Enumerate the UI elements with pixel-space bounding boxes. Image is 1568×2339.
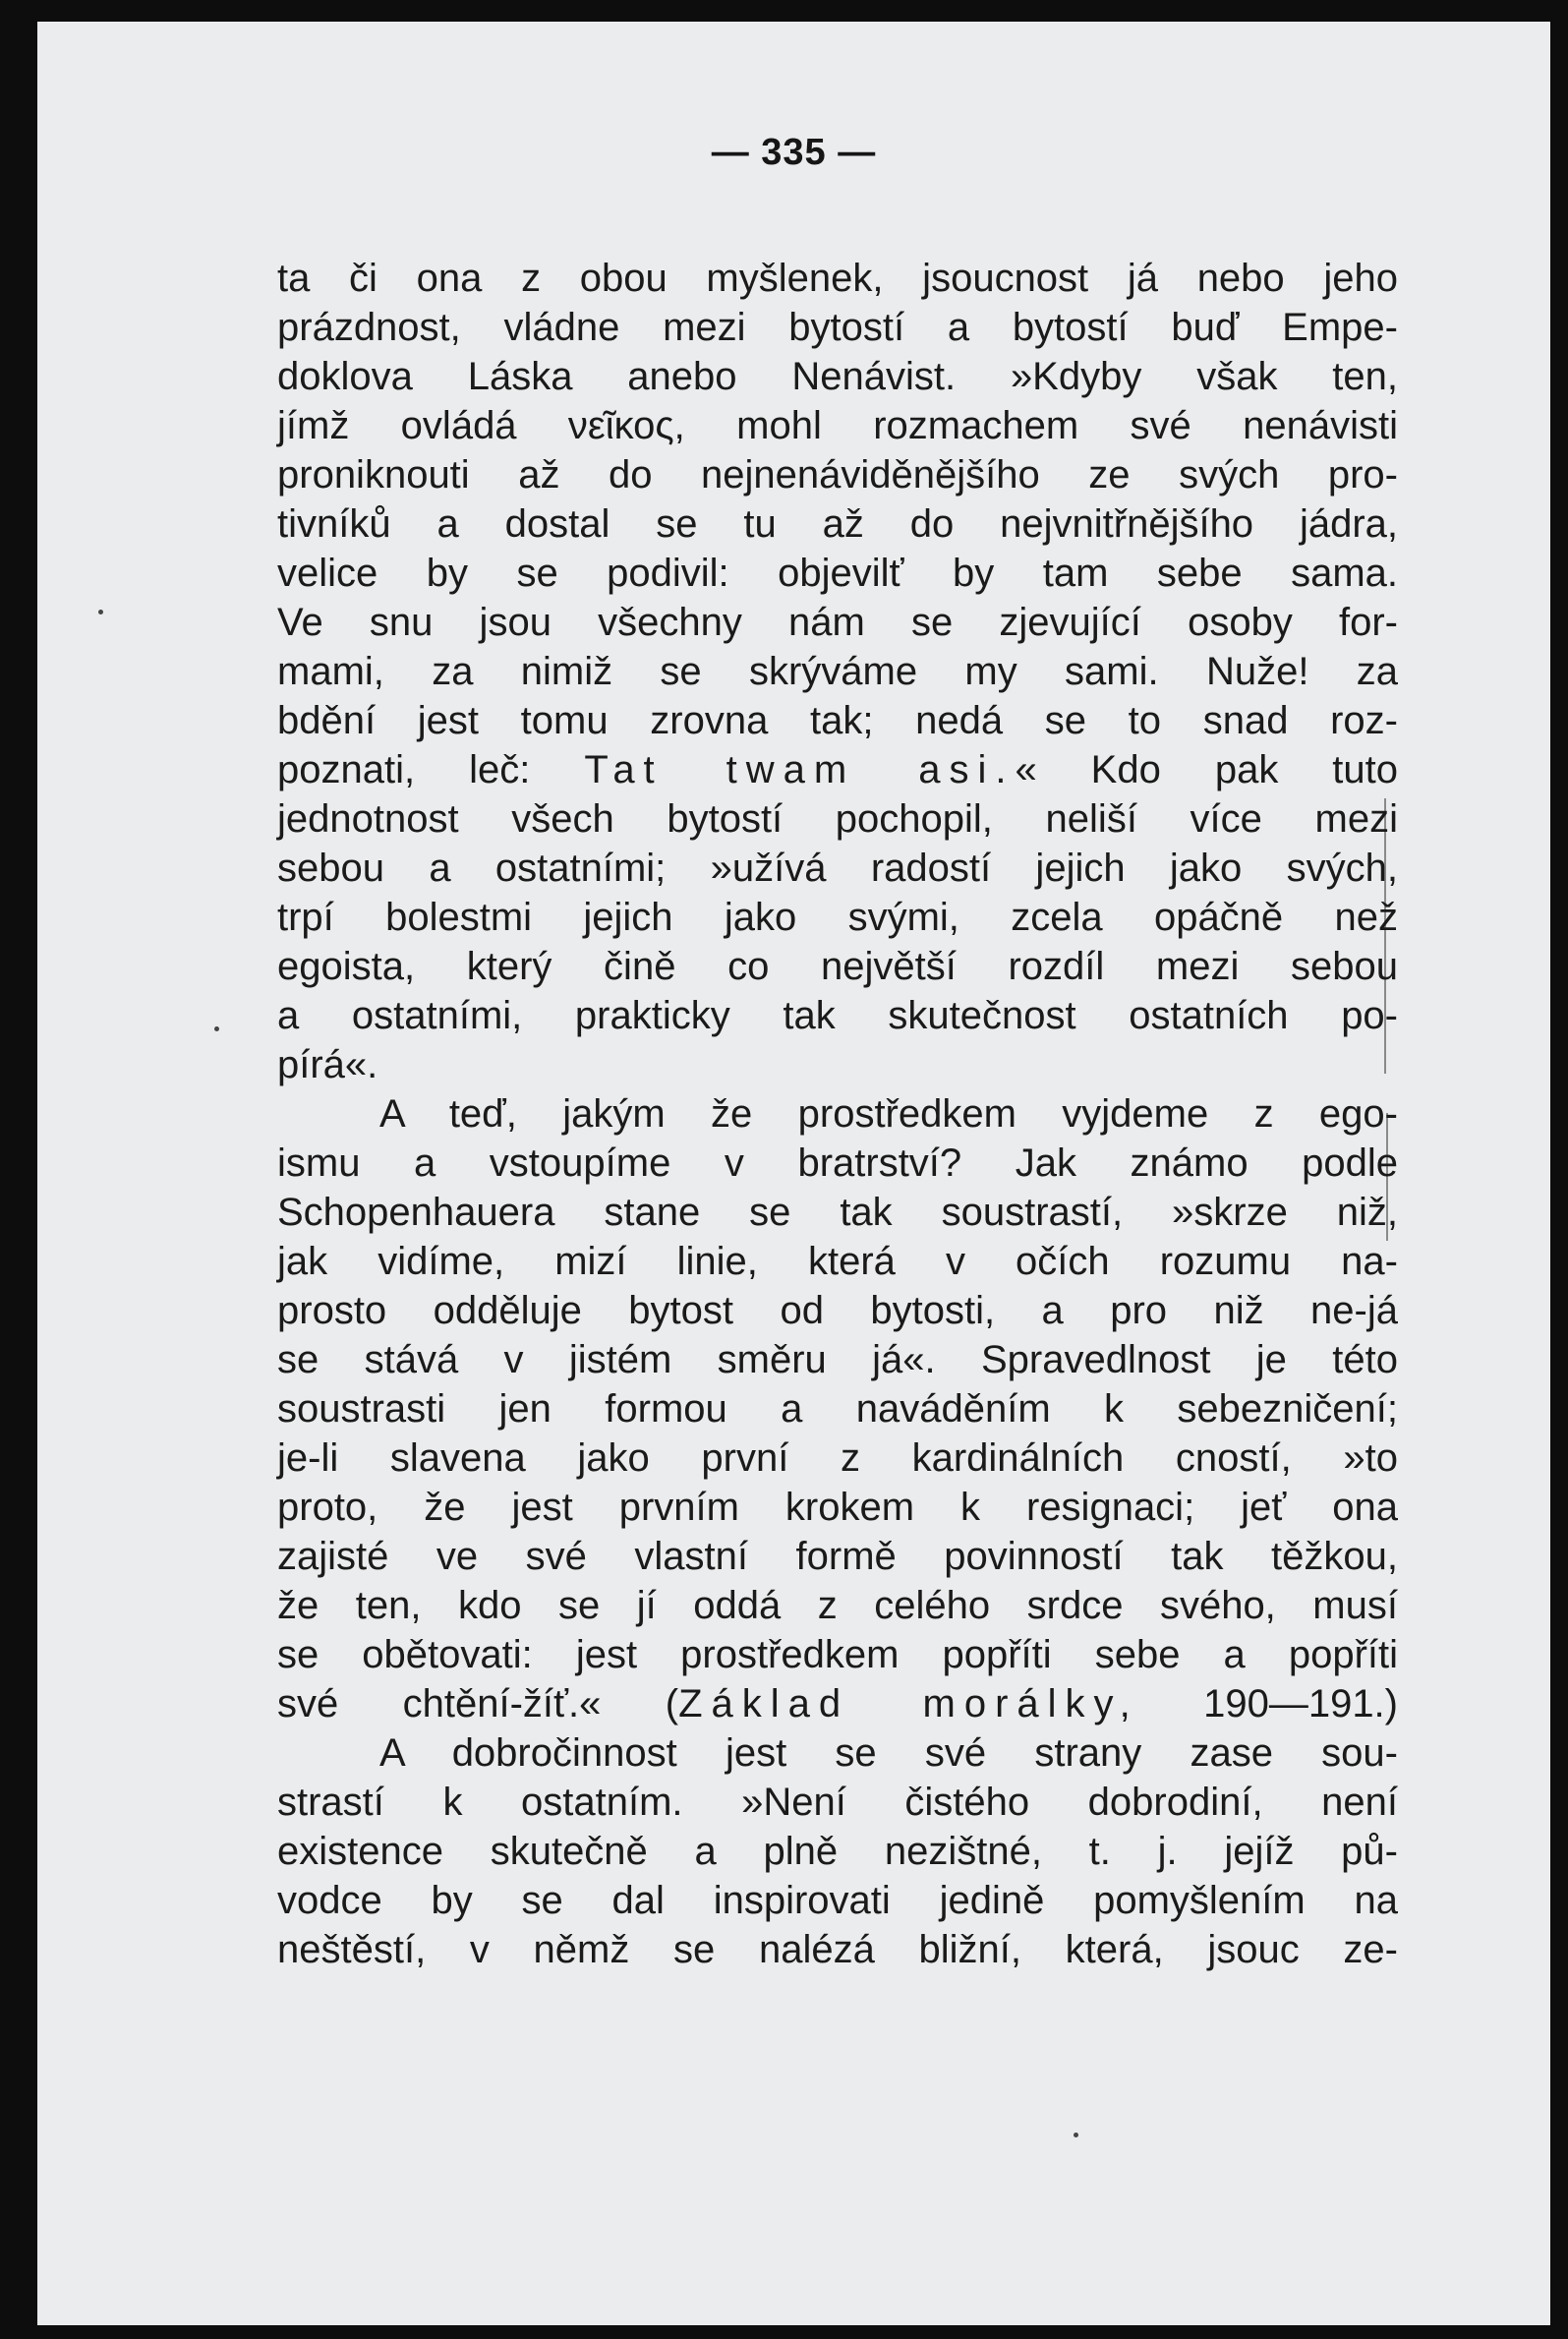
scan-border-left [0, 0, 37, 2339]
text-line: se stává v jistém směru já«. Spravedlnost je této [277, 1338, 1398, 1381]
text-line: soustrasti jen formou a naváděním k sebezničení; [277, 1387, 1398, 1431]
text-line: ismu a vstoupíme v bratrství? Jak známo podle [277, 1141, 1398, 1185]
text-line: je-li slavena jako první z kardinálních cností, »to [277, 1436, 1398, 1480]
scan-border-bottom [0, 2325, 1568, 2339]
citation-pages: 190—191.) [1138, 1682, 1398, 1725]
text-line: bdění jest tomu zrovna tak; nedá se to snad roz- [277, 699, 1398, 742]
text-line: prázdnost, vládne mezi bytostí a bytostí buď Empe- [277, 306, 1398, 349]
paragraph-start: A teď, jakým že prostředkem vyjdeme z ego- [379, 1092, 1398, 1136]
text-fragment: své chtění-žíť.« ( [277, 1682, 679, 1725]
book-title: Základ morálky, [678, 1682, 1139, 1725]
text-line: jak vidíme, mizí linie, která v očích rozumu na- [277, 1240, 1398, 1283]
page-number: — 335 — [711, 132, 877, 173]
text-line: že ten, kdo se jí oddá z celého srdce svého, musí [277, 1584, 1398, 1627]
text-line: Schopenhauera stane se tak soustrastí, »skrze niž, [277, 1191, 1398, 1234]
scan-border-right [1550, 0, 1568, 2339]
scan-border-top [0, 0, 1568, 22]
text-line: vodce by se dal inspirovati jedině pomyšlením na [277, 1879, 1398, 1922]
text-line: strastí k ostatním. »Není čistého dobrodiní, není [277, 1781, 1398, 1824]
paragraph-start: A dobročinnost jest se své strany zase sou- [379, 1731, 1398, 1775]
text-line-with-quote [277, 745, 1398, 794]
speck-mark [214, 1026, 219, 1031]
text-line: velice by se podivil: objevilť by tam sebe sama. [277, 552, 1398, 595]
text-fragment: « Kdo pak tuto [1015, 748, 1399, 791]
book-page [37, 22, 1550, 2325]
text-line: proto, že jest prvním krokem k resignaci; jeť ona [277, 1486, 1398, 1529]
text-line: se obětovati: jest prostředkem popříti sebe a popříti [277, 1633, 1398, 1676]
text-line: trpí bolestmi jejich jako svými, zcela opáčně než [277, 896, 1398, 939]
text-line-with-citation [277, 1679, 1398, 1728]
text-line: proniknouti až do nejnenáviděnějšího ze svých pro- [277, 453, 1398, 497]
speck-mark [98, 610, 103, 614]
text-line: sebou a ostatními; »užívá radostí jejich jako svých, [277, 847, 1398, 890]
text-line: doklova Láska anebo Nenávist. »Kdyby však ten, [277, 355, 1398, 398]
text-line: existence skutečně a plně nezištné, t. j. jejíž pů- [277, 1830, 1398, 1873]
body-text [277, 254, 1398, 1974]
text-line: tivníků a dostal se tu až do nejvnitřnějšího jádra, [277, 502, 1398, 546]
text-line: Ve snu jsou všechny nám se zjevující osoby for- [277, 601, 1398, 644]
text-line: prosto odděluje bytost od bytosti, a pro niž ne-já [277, 1289, 1398, 1332]
spaced-quote: Tat twam asi. [584, 748, 1016, 791]
text-line: pírá«. [277, 1043, 378, 1086]
text-fragment: poznati, leč: [277, 748, 585, 791]
text-line: mami, za nimiž se skrýváme my sami. Nuže! za [277, 650, 1398, 693]
text-line: ta či ona z obou myšlenek, jsoucnost já nebo jeho [277, 257, 1398, 300]
text-line: zajisté ve své vlastní formě povinností tak těžkou, [277, 1535, 1398, 1578]
text-line: a ostatními, prakticky tak skutečnost ostatních po- [277, 994, 1398, 1037]
text-line: neštěstí, v němž se nalézá bližní, která, jsouc ze- [277, 1928, 1398, 1971]
text-line: jímž ovládá νεῖκος, mohl rozmachem své nenávisti [277, 404, 1398, 447]
speck-mark [1074, 2133, 1078, 2137]
text-line: egoista, který čině co největší rozdíl mezi sebou [277, 945, 1398, 988]
text-line: jednotnost všech bytostí pochopil, neliší více mezi [277, 797, 1398, 841]
